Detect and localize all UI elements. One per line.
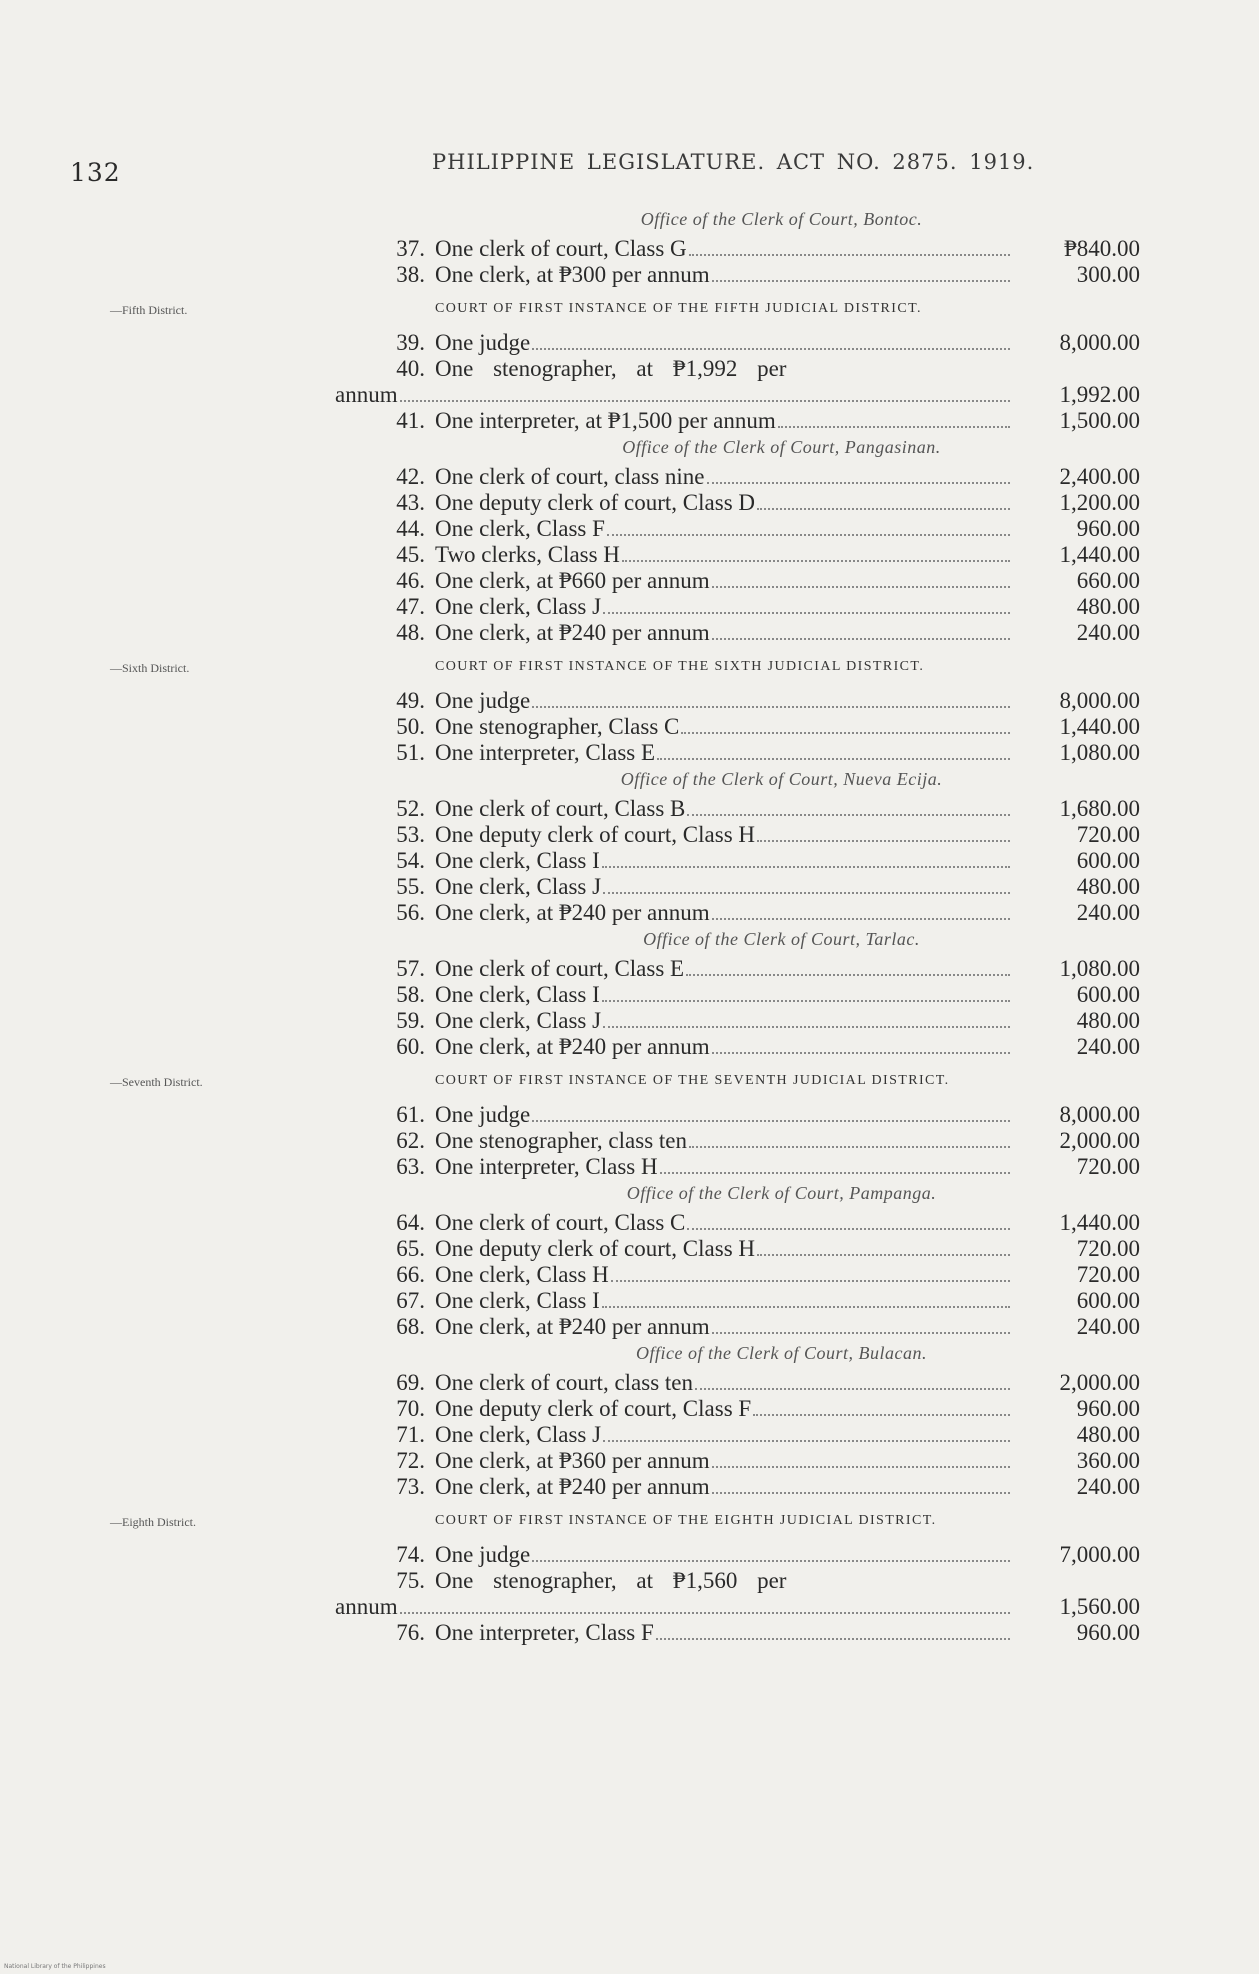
item-amount: 600.00: [1076, 982, 1140, 1007]
leader-dots: [611, 1280, 1010, 1282]
leader-dots: [532, 706, 1010, 708]
line-item: [365, 1474, 1140, 1500]
item-number: 76.: [396, 1620, 425, 1645]
office-section: [365, 1183, 1140, 1340]
line-item: [365, 1288, 1140, 1314]
item-amount: 480.00: [1076, 874, 1140, 899]
line-item: [365, 1370, 1140, 1396]
item-number: 74.: [396, 1542, 425, 1567]
office-section: [365, 1343, 1140, 1500]
item-amount: 1,440.00: [1059, 542, 1140, 567]
line-item: [365, 236, 1140, 262]
item-text: One clerk, Class J: [435, 874, 602, 899]
leader-dots: [532, 1560, 1010, 1562]
item-text: One clerk, Class F: [435, 516, 605, 541]
leader-dots: [660, 1172, 1010, 1174]
item-text: One clerk, at ₱360 per annum: [435, 1448, 710, 1473]
item-number: 46.: [396, 568, 425, 593]
item-amount: 960.00: [1076, 1396, 1140, 1421]
item-number: 49.: [396, 688, 425, 713]
line-item: [365, 982, 1140, 1008]
item-text: One clerk, Class J: [435, 1008, 602, 1033]
item-text: One judge: [435, 1102, 531, 1127]
leader-dots: [686, 974, 1010, 976]
item-text: One interpreter, Class H: [435, 1154, 658, 1179]
item-amount: 600.00: [1076, 848, 1140, 873]
office-heading: Office of the Clerk of Court, Bulacan.: [636, 1343, 927, 1363]
item-text: One clerk, at ₱240 per annum: [435, 1034, 710, 1059]
margin-note: —Eighth District.: [110, 1515, 196, 1529]
leader-dots: [778, 426, 1010, 428]
item-text: One clerk of court, class nine: [435, 464, 705, 489]
line-item: [365, 1210, 1140, 1236]
leader-dots: [656, 1638, 1010, 1640]
item-text: One clerk of court, Class C: [435, 1210, 686, 1235]
item-number: 61.: [396, 1102, 425, 1127]
office-heading: Office of the Clerk of Court, Tarlac.: [643, 929, 920, 949]
line-item: [365, 1396, 1140, 1422]
item-number: 60.: [396, 1034, 425, 1059]
leader-dots: [687, 1228, 1010, 1230]
leader-dots: [712, 586, 1010, 588]
item-amount: 480.00: [1076, 594, 1140, 619]
court-section: [110, 1073, 1140, 1180]
leader-dots: [757, 508, 1010, 510]
item-amount: 660.00: [1076, 568, 1140, 593]
item-amount: 1,440.00: [1059, 714, 1140, 739]
item-text: One clerk of court, class ten: [435, 1370, 694, 1395]
item-text: One deputy clerk of court, Class D: [435, 490, 756, 515]
item-text: One clerk, Class J: [435, 1422, 602, 1447]
item-text: One interpreter, Class F: [435, 1620, 654, 1645]
item-amount: 1,080.00: [1059, 740, 1140, 765]
item-amount: 240.00: [1076, 620, 1140, 645]
leader-dots: [532, 348, 1010, 350]
leader-dots: [712, 280, 1010, 282]
leader-dots: [603, 612, 1010, 614]
item-amount: 1,440.00: [1059, 1210, 1140, 1235]
item-text: One clerk, Class H: [435, 1262, 609, 1287]
leader-dots: [607, 534, 1010, 536]
item-number: 62.: [396, 1128, 425, 1153]
leader-dots: [712, 1466, 1010, 1468]
margin-note: —Sixth District.: [110, 661, 190, 675]
item-amount: 2,000.00: [1059, 1128, 1140, 1153]
court-section: [110, 301, 1140, 434]
item-text: One clerk, at ₱660 per annum: [435, 568, 710, 593]
item-number: 38.: [396, 262, 425, 287]
line-item: [365, 542, 1140, 568]
item-number: 50.: [396, 714, 425, 739]
item-number: 63.: [396, 1154, 425, 1179]
line-item: [365, 568, 1140, 594]
office-section: [365, 209, 1140, 288]
line-item: [365, 1314, 1140, 1340]
footer-credit: National Library of the Philippines: [4, 1963, 106, 1970]
item-number: 75.: [396, 1568, 425, 1593]
line-item: [365, 594, 1140, 620]
item-amount: 2,000.00: [1059, 1370, 1140, 1395]
item-number: 64.: [396, 1210, 425, 1235]
line-item: [365, 874, 1140, 900]
item-amount: 720.00: [1076, 1154, 1140, 1179]
item-text: One judge: [435, 330, 531, 355]
item-amount: 8,000.00: [1059, 330, 1140, 355]
line-item: [365, 688, 1140, 714]
leader-dots: [532, 1120, 1010, 1122]
item-text: One clerk, at ₱240 per annum: [435, 1474, 710, 1499]
item-text: One judge: [435, 1542, 531, 1567]
line-item: [365, 740, 1140, 766]
item-amount: 1,080.00: [1059, 956, 1140, 981]
item-number: 48.: [396, 620, 425, 645]
item-number: 65.: [396, 1236, 425, 1261]
line-item: [365, 1568, 1140, 1594]
item-number: 56.: [396, 900, 425, 925]
item-number: 54.: [396, 848, 425, 873]
item-text: One clerk, at ₱240 per annum: [435, 900, 710, 925]
item-number: 57.: [396, 956, 425, 981]
line-item-continuation: [335, 1594, 1140, 1620]
office-section: [365, 929, 1140, 1060]
item-number: 55.: [396, 874, 425, 899]
item-amount: 720.00: [1076, 1236, 1140, 1261]
item-text: One deputy clerk of court, Class F: [435, 1396, 752, 1421]
item-amount: 1,680.00: [1059, 796, 1140, 821]
court-heading: COURT OF FIRST INSTANCE OF THE EIGHTH JUDICIAL DISTRICT.: [435, 1513, 937, 1528]
line-item: [365, 1154, 1140, 1180]
item-text: One interpreter, at ₱1,500 per annum: [435, 408, 776, 433]
item-amount: ₱840.00: [1063, 236, 1140, 261]
leader-dots: [707, 482, 1010, 484]
item-number: 41.: [396, 408, 425, 433]
item-number: 53.: [396, 822, 425, 847]
item-amount: 1,560.00: [1059, 1594, 1140, 1619]
line-item: [365, 408, 1140, 434]
item-number: 69.: [396, 1370, 425, 1395]
item-text: One interpreter, Class E: [435, 740, 656, 765]
item-amount: 300.00: [1076, 262, 1140, 287]
item-text: One clerk, at ₱240 per annum: [435, 620, 710, 645]
line-item: [365, 956, 1140, 982]
item-number: 37.: [396, 236, 425, 261]
line-item: [365, 822, 1140, 848]
item-number: 52.: [396, 796, 425, 821]
court-heading: COURT OF FIRST INSTANCE OF THE SIXTH JUDICIAL DISTRICT.: [435, 659, 925, 674]
line-item: [365, 1128, 1140, 1154]
item-amount: 1,500.00: [1059, 408, 1140, 433]
office-heading: Office of the Clerk of Court, Pampanga.: [626, 1183, 937, 1203]
office-section: [365, 437, 1140, 646]
item-amount: 720.00: [1076, 1262, 1140, 1287]
item-number: 70.: [396, 1396, 425, 1421]
leader-dots: [712, 918, 1010, 920]
line-item-continuation: [335, 382, 1140, 408]
item-text: One clerk of court, Class E: [435, 956, 685, 981]
line-item: [365, 1542, 1140, 1568]
leader-dots: [712, 1492, 1010, 1494]
item-amount: 240.00: [1076, 900, 1140, 925]
line-item: [365, 1236, 1140, 1262]
line-item: [365, 900, 1140, 926]
item-number: 43.: [396, 490, 425, 515]
line-item: [365, 1034, 1140, 1060]
item-amount: 240.00: [1076, 1474, 1140, 1499]
item-amount: 2,400.00: [1059, 464, 1140, 489]
leader-dots: [602, 1000, 1010, 1002]
item-amount: 8,000.00: [1059, 688, 1140, 713]
item-number: 68.: [396, 1314, 425, 1339]
leader-dots: [757, 1254, 1010, 1256]
item-text: One clerk, Class I: [435, 982, 600, 1007]
leader-dots: [602, 1306, 1010, 1308]
item-text-continuation: annum: [335, 1594, 398, 1619]
leader-dots: [400, 400, 1010, 402]
item-text: One clerk of court, Class B: [435, 796, 686, 821]
line-item: [365, 330, 1140, 356]
office-heading: Office of the Clerk of Court, Nueva Ecija.: [620, 769, 943, 789]
item-amount: 240.00: [1076, 1314, 1140, 1339]
line-item: [365, 848, 1140, 874]
court-section: [110, 659, 1140, 766]
item-amount: 480.00: [1076, 1422, 1140, 1447]
leader-dots: [603, 892, 1010, 894]
leader-dots: [622, 560, 1010, 562]
leader-dots: [687, 814, 1010, 816]
leader-dots: [712, 638, 1010, 640]
item-amount: 960.00: [1076, 516, 1140, 541]
item-amount: 360.00: [1076, 1448, 1140, 1473]
line-item: [365, 490, 1140, 516]
leader-dots: [753, 1414, 1010, 1416]
office-heading: Office of the Clerk of Court, Pangasinan.: [622, 437, 941, 457]
item-text: One deputy clerk of court, Class H: [435, 1236, 756, 1261]
leader-dots: [712, 1332, 1010, 1334]
margin-note: —Fifth District.: [110, 303, 188, 317]
item-amount: 720.00: [1076, 822, 1140, 847]
item-text: One judge: [435, 688, 531, 713]
item-amount: 240.00: [1076, 1034, 1140, 1059]
leader-dots: [400, 1612, 1010, 1614]
item-text: One clerk of court, Class G: [435, 236, 687, 261]
item-text: One clerk, at ₱300 per annum: [435, 262, 710, 287]
line-item: [365, 356, 1140, 382]
item-text: One stenographer, at ₱1,560 per: [435, 1568, 787, 1593]
line-item: [365, 1008, 1140, 1034]
line-item: [365, 262, 1140, 288]
leader-dots: [681, 732, 1010, 734]
leader-dots: [757, 840, 1010, 842]
line-item: [365, 1448, 1140, 1474]
line-item: [365, 1620, 1140, 1646]
item-text: One clerk, Class I: [435, 1288, 600, 1313]
item-text: One stenographer, at ₱1,992 per: [435, 356, 787, 381]
line-item: [365, 464, 1140, 490]
office-heading: Office of the Clerk of Court, Bontoc.: [640, 209, 923, 229]
line-item: [365, 620, 1140, 646]
item-amount: 8,000.00: [1059, 1102, 1140, 1127]
line-item: [365, 1102, 1140, 1128]
leader-dots: [603, 1026, 1010, 1028]
leader-dots: [712, 1052, 1010, 1054]
item-amount: 1,200.00: [1059, 490, 1140, 515]
item-number: 42.: [396, 464, 425, 489]
item-number: 59.: [396, 1008, 425, 1033]
item-amount: 960.00: [1076, 1620, 1140, 1645]
item-text: Two clerks, Class H: [435, 542, 620, 567]
line-item: [365, 1262, 1140, 1288]
item-text-continuation: annum: [335, 382, 398, 407]
leader-dots: [689, 254, 1010, 256]
leader-dots: [689, 1146, 1010, 1148]
page-number: 132: [70, 158, 121, 187]
item-amount: 480.00: [1076, 1008, 1140, 1033]
item-number: 72.: [396, 1448, 425, 1473]
line-item: [365, 714, 1140, 740]
court-heading: COURT OF FIRST INSTANCE OF THE FIFTH JUDICIAL DISTRICT.: [435, 301, 922, 316]
item-number: 44.: [396, 516, 425, 541]
leader-dots: [657, 758, 1010, 760]
item-amount: 600.00: [1076, 1288, 1140, 1313]
running-head: PHILIPPINE LEGISLATURE. ACT NO. 2875. 1919.: [432, 150, 1035, 174]
item-number: 47.: [396, 594, 425, 619]
item-number: 58.: [396, 982, 425, 1007]
item-text: One stenographer, Class C: [435, 714, 680, 739]
item-text: One stenographer, class ten: [435, 1128, 687, 1153]
item-number: 66.: [396, 1262, 425, 1287]
item-number: 71.: [396, 1422, 425, 1447]
office-section: [365, 769, 1140, 926]
court-section: [110, 1513, 1140, 1646]
item-text: One clerk, Class I: [435, 848, 600, 873]
leader-dots: [602, 866, 1010, 868]
line-item: [365, 796, 1140, 822]
document-body: [110, 206, 1140, 1646]
item-number: 51.: [396, 740, 425, 765]
item-amount: 1,992.00: [1059, 382, 1140, 407]
item-text: One clerk, at ₱240 per annum: [435, 1314, 710, 1339]
line-item: [365, 516, 1140, 542]
item-amount: 7,000.00: [1059, 1542, 1140, 1567]
leader-dots: [603, 1440, 1010, 1442]
item-number: 45.: [396, 542, 425, 567]
line-item: [365, 1422, 1140, 1448]
item-number: 40.: [396, 356, 425, 381]
margin-note: —Seventh District.: [110, 1075, 203, 1089]
item-number: 73.: [396, 1474, 425, 1499]
item-text: One clerk, Class J: [435, 594, 602, 619]
court-heading: COURT OF FIRST INSTANCE OF THE SEVENTH JUDICIAL DISTRICT.: [435, 1073, 950, 1088]
item-text: One deputy clerk of court, Class H: [435, 822, 756, 847]
item-number: 67.: [396, 1288, 425, 1313]
leader-dots: [695, 1388, 1010, 1390]
item-number: 39.: [396, 330, 425, 355]
